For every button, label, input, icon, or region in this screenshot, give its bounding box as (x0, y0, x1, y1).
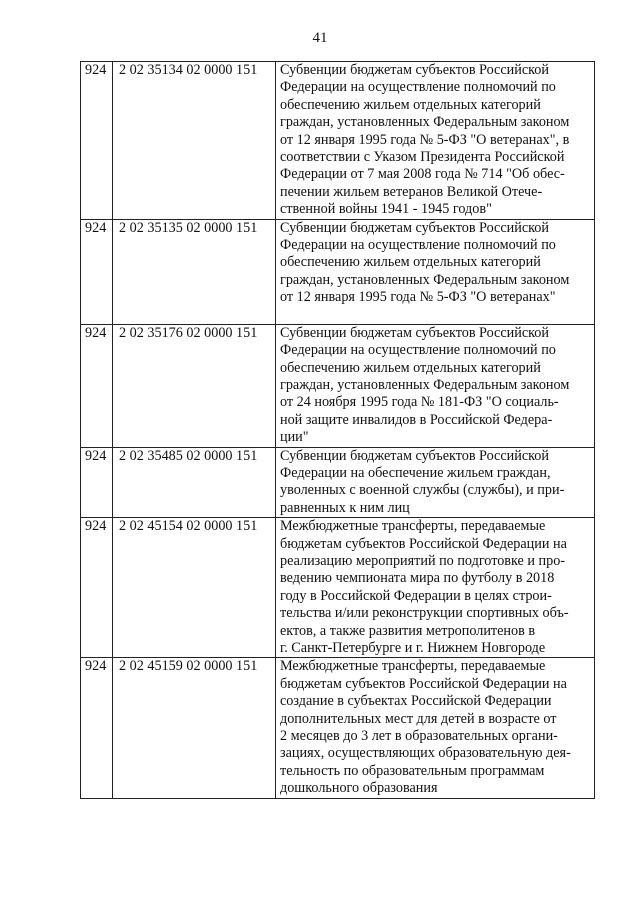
table-row (81, 324, 595, 447)
description-line: уволенных с военной службы (службы), и при- (280, 482, 565, 499)
description-line: дополнительных мест для детей в возрасте от (280, 710, 557, 727)
description-cell (276, 447, 595, 518)
table-row (81, 219, 595, 324)
description-line: от 12 января 1995 года № 5-ФЗ "О ветеранах" (280, 289, 556, 306)
description-line: соответствии с Указом Президента Российской (280, 149, 565, 166)
table-row (81, 658, 595, 798)
description-cell (276, 658, 595, 798)
description-line: Субвенции бюджетам субъектов Российской (280, 324, 549, 341)
description-line: обеспечению жильем отдельных категорий (280, 359, 541, 376)
description-line: Федерации на осуществление полномочий по (280, 79, 556, 96)
description-line: тельства и/или реконструкции спортивных объ- (280, 605, 569, 622)
description-line: равненных к ним лиц (280, 499, 410, 516)
description-line: тельность по образовательным программам (280, 762, 545, 779)
description-line: Межбюджетные трансферты, передаваемые (280, 518, 546, 535)
description-line: бюджетам субъектов Российской Федерации на (280, 675, 567, 692)
admin-code-cell: 924 (81, 447, 113, 518)
description-cell (276, 62, 595, 220)
budget-code-table (80, 61, 595, 799)
description-line: обеспечению жильем отдельных категорий (280, 254, 541, 271)
description-line: Федерации на осуществление полномочий по (280, 342, 556, 359)
description-line: 2 месяцев до 3 лет в образовательных органи- (280, 728, 558, 745)
budget-code-cell: 2 02 35176 02 0000 151 (113, 324, 276, 447)
description-line: от 24 ноября 1995 года № 181-ФЗ "О социаль- (280, 394, 559, 411)
budget-code-cell: 2 02 35485 02 0000 151 (113, 447, 276, 518)
admin-code-cell: 924 (81, 658, 113, 798)
description-line: граждан, установленных Федеральным законом (280, 114, 570, 131)
description-line: году в Российской Федерации в целях строи- (280, 587, 552, 604)
description-cell (276, 518, 595, 658)
description-line: Федерации на осуществление полномочий по (280, 237, 556, 254)
description-line: ственной войны 1941 - 1945 годов" (280, 201, 492, 218)
admin-code-cell: 924 (81, 62, 113, 220)
budget-code-cell: 2 02 45154 02 0000 151 (113, 518, 276, 658)
description-line: ной защите инвалидов в Российской Федера- (280, 411, 553, 428)
page-number: 41 (312, 30, 328, 46)
description-cell (276, 219, 595, 324)
blank-line (280, 307, 590, 324)
description-line: зациях, осуществляющих образовательную дея- (280, 745, 571, 762)
budget-code-cell: 2 02 35134 02 0000 151 (113, 62, 276, 220)
description-line: создание в субъектах Российской Федерации (280, 693, 552, 710)
description-line: обеспечению жильем отдельных категорий (280, 96, 541, 113)
table-row (81, 447, 595, 518)
description-line: Федерации на обеспечение жильем граждан, (280, 464, 551, 481)
budget-code-cell: 2 02 45159 02 0000 151 (113, 658, 276, 798)
description-line: реализацию мероприятий по подготовке и про- (280, 552, 566, 569)
table-row (81, 62, 595, 220)
table-row (81, 518, 595, 658)
description-line: Субвенции бюджетам субъектов Российской (280, 447, 549, 464)
description-line: Субвенции бюджетам субъектов Российской (280, 62, 549, 78)
description-line: Межбюджетные трансферты, передаваемые (280, 658, 546, 675)
admin-code-cell: 924 (81, 324, 113, 447)
description-line: от 12 января 1995 года № 5-ФЗ "О ветеранах", в (280, 131, 570, 148)
budget-code-cell: 2 02 35135 02 0000 151 (113, 219, 276, 324)
description-line: ции" (280, 429, 309, 446)
description-line: г. Санкт-Петербурге и г. Нижнем Новгороде (280, 640, 546, 656)
description-line: бюджетам субъектов Российской Федерации на (280, 535, 567, 552)
description-line: граждан, установленных Федеральным законом (280, 271, 570, 288)
description-line: дошкольного образования (280, 780, 438, 797)
description-line: печении жильем ветеранов Великой Отече- (280, 183, 543, 200)
description-cell (276, 324, 595, 447)
description-line: Субвенции бюджетам субъектов Российской (280, 219, 549, 236)
description-line: ектов, а также развития метрополитенов в (280, 622, 536, 639)
admin-code-cell: 924 (81, 219, 113, 324)
description-line: ведению чемпионата мира по футболу в 2018 (280, 570, 555, 587)
description-line: Федерации от 7 мая 2008 года № 714 "Об обес- (280, 166, 565, 183)
admin-code-cell: 924 (81, 518, 113, 658)
description-line: граждан, установленных Федеральным законом (280, 376, 570, 393)
